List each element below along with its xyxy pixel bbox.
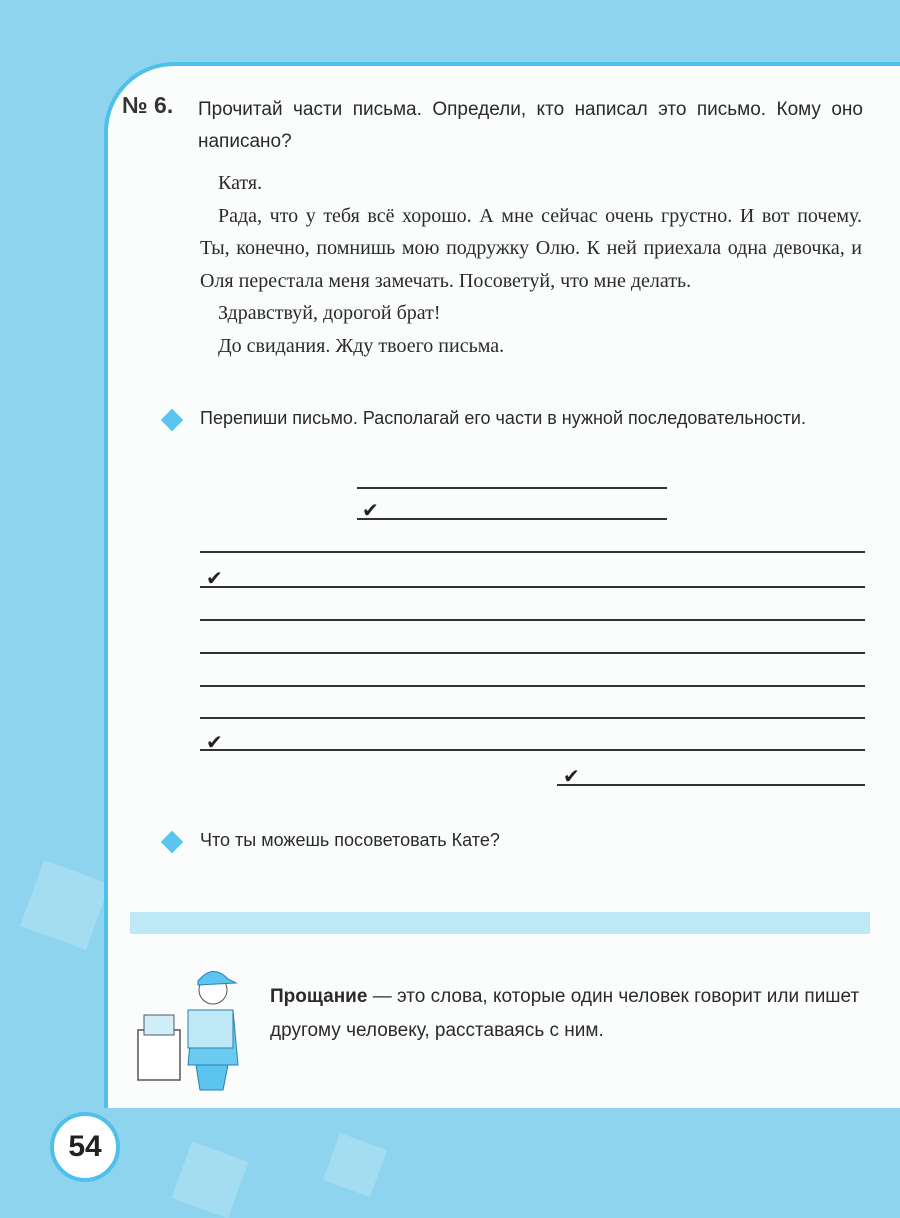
rule-box [270,980,870,1048]
rule-definition: — это слова, которые один человек говорит или пишет другому человеку, расставаясь с ним. [270,986,860,1041]
writing-line[interactable] [200,551,865,553]
decor-square [172,1142,249,1218]
writing-line[interactable] [557,784,865,786]
writing-line[interactable] [200,652,865,654]
task-number: № 6. [122,92,174,118]
writing-line[interactable] [200,717,865,719]
instruction-advice: Что ты можешь посоветовать Кате? [200,830,500,850]
letter-part: Здравствуй, дорогой брат! [218,302,441,324]
check-icon: ✔ [206,732,223,754]
page-number: 54 [50,1112,120,1182]
letter-parts [200,167,862,362]
letter-part: Катя. [218,172,263,194]
writing-line[interactable] [200,685,865,687]
rule-term: Прощание [270,986,368,1007]
writing-line[interactable] [200,619,865,621]
writing-line[interactable] [357,487,667,489]
separator-band [130,912,870,934]
boy-reading-illustration [128,955,248,1095]
instruction-rewrite: Перепиши письмо. Располагай его части в нужной последовательности. [200,408,806,428]
letter-part: До свидания. Жду твоего письма. [218,334,505,357]
writing-line[interactable] [200,586,865,588]
letter-part: Рада, что у тебя всё хорошо. А мне сейчас очень грустно. И вот почему. Ты, конечно, помнишь мою подружку Олю. К ней приехала одна девочка, и Оля перестала меня замечать. Посоветуй, что мне делать. [200,204,862,292]
check-icon: ✔ [362,500,379,522]
writing-line[interactable] [357,518,667,520]
task-text: Прочитай части письма. Определи, кто написал это письмо. Кому оно написано? [198,99,863,152]
decor-square [323,1133,387,1197]
check-icon: ✔ [206,568,223,590]
writing-line[interactable] [200,749,865,751]
check-icon: ✔ [563,766,580,788]
decor-square [20,860,110,950]
